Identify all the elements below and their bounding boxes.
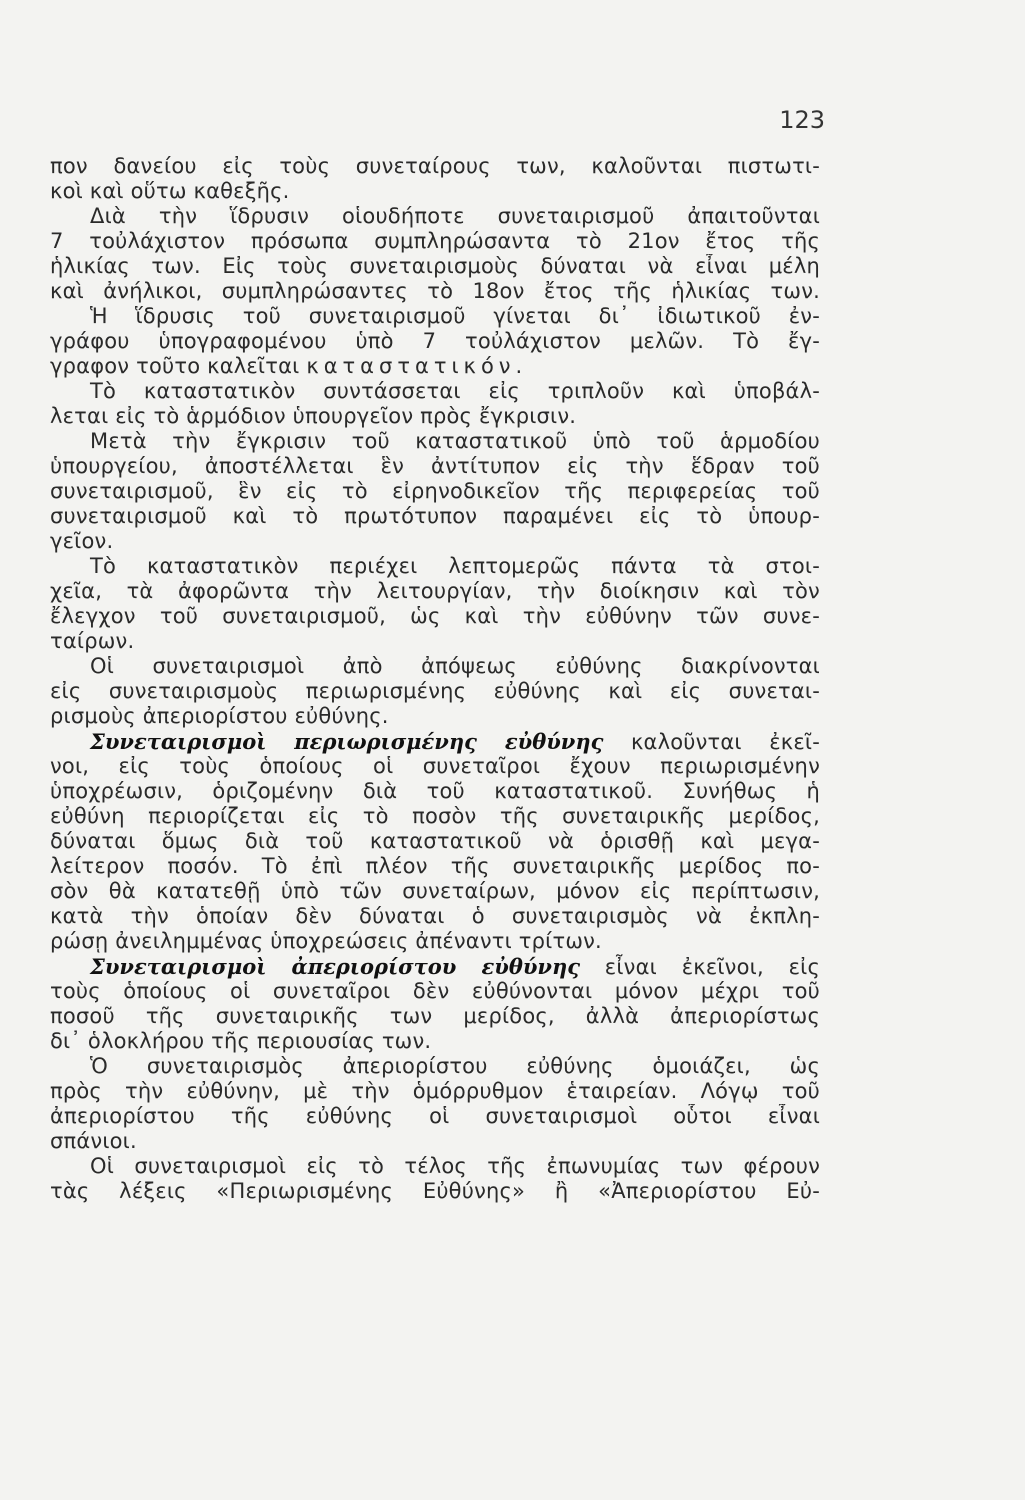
text-line [50,679,820,704]
line-text: 7 τοὐλάχιστον πρόσωπα συμπληρώσαντα τὸ 21ον ἔτος τῆς [50,229,820,253]
text-line [50,1179,820,1204]
text-line [50,829,820,854]
line-text: κατὰ τὴν ὁποίαν δὲν δύναται ὁ συνεταιρισμὸς νὰ ἐκπλη- [50,904,820,928]
line-text: Ἡ ἵδρυσις τοῦ συνεταιρισμοῦ γίνεται δι᾽ ἰδιωτικοῦ ἐν- [90,304,820,328]
line-text: δύναται ὅμως διὰ τοῦ καταστατικοῦ νὰ ὁρισθῇ καὶ μεγα- [50,829,820,853]
text-line [50,529,820,554]
text-line [50,1154,820,1179]
text-line [50,804,820,829]
text-line [50,179,820,204]
line-text: ποσοῦ τῆς συνεταιρικῆς των μερίδος, ἀλλὰ ἀπεριορίστως [50,1004,820,1028]
text-line [50,1104,820,1129]
line-text: δι᾽ ὁλοκλήρου τῆς περιουσίας των. [50,1029,432,1053]
line-text: ἔλεγχον τοῦ συνεταιρισμοῦ, ὡς καὶ τὴν εὐθύνην τῶν συνε- [50,604,820,628]
text-line [50,604,820,629]
line-text: τοὺς ὁποίους οἱ συνεταῖροι δὲν εὐθύνονται μόνον μέχρι τοῦ [50,979,820,1003]
line-text: Οἱ συνεταιρισμοὶ εἰς τὸ τέλος τῆς ἐπωνυμίας των φέρουν [90,1154,820,1178]
defined-term: Συνεταιρισμοὶ περιωρισμένης εὐθύνης [90,729,604,754]
line-text: χεῖα, τὰ ἀφορῶντα τὴν λειτουργίαν, τὴν διοίκησιν καὶ τὸν [50,579,820,603]
line-text: ἀπεριορίστου τῆς εὐθύνης οἱ συνεταιρισμοὶ οὗτοι εἶναι [50,1104,820,1128]
line-text: γράφου ὑπογραφομένου ὑπὸ 7 τοὐλάχιστον μελῶν. Τὸ ἔγ- [50,329,820,353]
line-text: ὑπουργείου, ἀποστέλλεται ἓν ἀντίτυπον εἰς τὴν ἕδραν τοῦ [50,454,820,478]
line-text: Ὁ συνεταιρισμὸς ἀπεριορίστου εὐθύνης ὁμοιάζει, ὡς [90,1054,820,1078]
line-text: Οἱ συνεταιρισμοὶ ἀπὸ ἀπόψεως εὐθύνης διακρίνονται [90,654,820,678]
line-text: καλοῦνται ἐκεῖ- [630,730,820,754]
line-text: ρισμοὺς ἀπεριορίστου εὐθύνης. [50,704,389,728]
line-text: εὐθύνη περιορίζεται εἰς τὸ ποσὸν τῆς συνεταιρικῆς μερίδος, [50,804,820,828]
line-text: συνεταιρισμοῦ, ἓν εἰς τὸ εἰρηνοδικεῖον τῆς περιφερείας τοῦ [50,479,820,503]
line-text: Τὸ καταστατικὸν συντάσσεται εἰς τριπλοῦν καὶ ὑποβάλ- [90,379,820,403]
text-line [50,1029,820,1054]
line-text: τὰς λέξεις «Περιωρισμένης Εὐθύνης» ἢ «Ἀπεριορίστου Εὐ- [50,1179,820,1203]
text-line [50,304,820,329]
line-text: Τὸ καταστατικὸν περιέχει λεπτομερῶς πάντα τὰ στοι- [90,554,820,578]
text-line [50,229,820,254]
text-line [50,379,820,404]
text-line [50,479,820,504]
text-line [50,354,820,379]
text-line [50,854,820,879]
line-text: σπάνιοι. [50,1129,137,1153]
line-text: εἶναι ἐκεῖνοι, εἰς [604,955,820,979]
emphasized-word: καταστατικόν. [306,354,528,378]
text-line [50,204,820,229]
text-line [50,629,820,654]
text-line [50,879,820,904]
line-text: συνεταιρισμοῦ καὶ τὸ πρωτότυπον παραμένει εἰς τὸ ὑπουρ- [50,504,820,528]
line-text: λεται εἰς τὸ ἁρμόδιον ὑπουργεῖον πρὸς ἔγκρισιν. [50,404,577,428]
line-text: εἰς συνεταιρισμοὺς περιωρισμένης εὐθύνης καὶ εἰς συνεται- [50,679,820,703]
line-text: ρώσῃ ἀνειλημμένας ὑποχρεώσεις ἀπέναντι τρίτων. [50,929,602,953]
line-text: γεῖον. [50,529,114,553]
line-text: νοι, εἰς τοὺς ὁποίους οἱ συνεταῖροι ἔχουν περιωρισμένην [50,754,820,778]
text-line [50,704,820,729]
line-text: Διὰ τὴν ἵδρυσιν οἱουδήποτε συνεταιρισμοῦ ἀπαιτοῦνται [90,204,820,228]
text-line [50,504,820,529]
text-line [50,904,820,929]
line-text: γραφον τοῦτο καλεῖται [50,354,300,378]
text-line [50,429,820,454]
line-text: σὸν θὰ κατατεθῇ ὑπὸ τῶν συνεταίρων, μόνον εἰς περίπτωσιν, [50,879,820,903]
text-line [50,329,820,354]
line-text: Μετὰ τὴν ἔγκρισιν τοῦ καταστατικοῦ ὑπὸ τοῦ ἁρμοδίου [90,429,820,453]
text-line [50,554,820,579]
text-line [50,1054,820,1079]
line-text: ἡλικίας των. Εἰς τοὺς συνεταιρισμοὺς δύναται νὰ εἶναι μέλη [50,254,820,278]
text-line [50,154,820,179]
text-line [50,729,820,754]
text-line [50,1004,820,1029]
line-text: καὶ ἀνήλικοι, συμπληρώσαντες τὸ 18ον ἔτος τῆς ἡλικίας των. [50,279,820,303]
line-text: πρὸς τὴν εὐθύνην, μὲ τὴν ὁμόρρυθμον ἑταιρείαν. Λόγῳ τοῦ [50,1079,820,1103]
line-text: ὑποχρέωσιν, ὁριζομένην διὰ τοῦ καταστατικοῦ. Συνήθως ἡ [50,779,820,803]
text-line [50,954,820,979]
defined-term: Συνεταιρισμοὶ ἀπεριορίστου εὐθύνης [90,954,581,979]
text-line [50,654,820,679]
text-line [50,979,820,1004]
text-line [50,279,820,304]
text-line [50,1129,820,1154]
line-text: πον δανείου εἰς τοὺς συνεταίρους των, καλοῦνται πιστωτι- [50,154,820,178]
page-body [50,154,820,1204]
line-text: κοὶ καὶ οὕτω καθεξῆς. [50,179,290,203]
text-line [50,1079,820,1104]
line-text: ταίρων. [50,629,135,653]
text-line [50,754,820,779]
text-line [50,779,820,804]
text-line [50,254,820,279]
page-number: 123 [779,106,825,134]
text-line [50,404,820,429]
text-line [50,454,820,479]
text-line [50,579,820,604]
text-line [50,929,820,954]
line-text: λείτερον ποσόν. Τὸ ἐπὶ πλέον τῆς συνεταιρικῆς μερίδος πο- [50,854,820,878]
